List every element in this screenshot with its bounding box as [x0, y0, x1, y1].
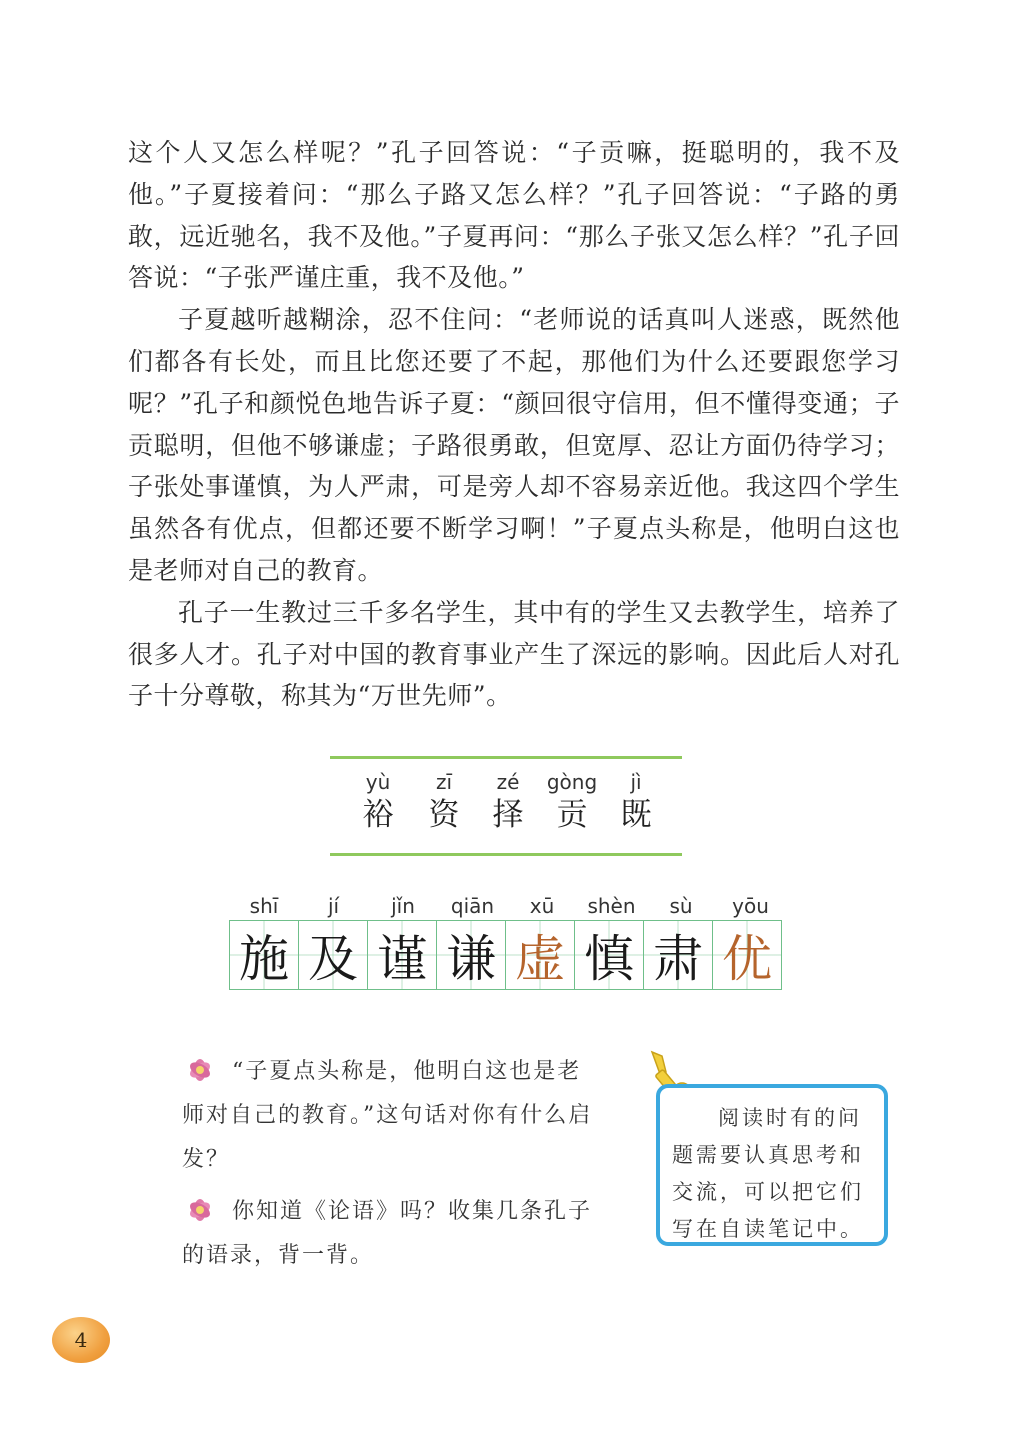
vocab-pinyin: zī — [435, 770, 453, 794]
vocab-item — [478, 770, 538, 836]
writing-pinyin: yōu — [732, 894, 769, 918]
question-2 — [182, 1190, 602, 1278]
writing-pinyin: jǐn — [391, 894, 415, 918]
writing-practice — [229, 890, 789, 988]
paragraph-1: 这个人又怎么样呢？”孔子回答说：“子贡嘛，挺聪明的，我不及他。”子夏接着问：“那么子路又怎么样？”孔子回答说：“子路的勇敢，远近驰名，我不及他。”子夏再问：“那么子张又怎么样？”孔子回答说：“子张严谨庄重，我不及他。” — [128, 138, 900, 293]
page-number: 4 — [74, 1328, 88, 1352]
vocab-item — [348, 770, 408, 836]
writing-char: 慎 — [575, 921, 644, 989]
vocab-bottom-rule — [330, 853, 682, 856]
writing-pinyin: sù — [669, 894, 693, 918]
writing-pinyin: jí — [327, 894, 340, 918]
vocab-char: 贡 — [556, 797, 588, 833]
vocab-recognition-box — [330, 756, 682, 857]
writing-char-highlighted: 虚 — [506, 921, 575, 989]
tianzige-grid — [229, 920, 782, 990]
vocab-char: 既 — [620, 797, 652, 833]
writing-char-highlighted: 优 — [713, 921, 781, 989]
writing-char: 及 — [299, 921, 368, 989]
question-1 — [182, 1050, 602, 1182]
reading-tip-box — [656, 1084, 888, 1246]
writing-char: 谨 — [368, 921, 437, 989]
story-text — [128, 132, 900, 717]
writing-char: 谦 — [437, 921, 506, 989]
vocab-item — [606, 770, 666, 836]
vocab-pinyin: zé — [496, 770, 520, 794]
question-text: “子夏点头称是，他明白这也是老师对自己的教育。”这句话对你有什么启发？ — [182, 1059, 593, 1172]
writing-pinyin: shī — [249, 894, 279, 918]
writing-char: 施 — [230, 921, 299, 989]
paragraph-2: 子夏越听越糊涂，忍不住问：“老师说的话真叫人迷惑，既然他们都各有长处，而且比您还要了不起，那他们为什么还要跟您学习呢？”孔子和颜悦色地告诉子夏：“颜回很守信用，但不懂得变通；子贡聪明，但他不够谦虚；子路很勇敢，但宽厚、忍让方面仍待学习；子张处事谨慎，为人严肃，可是旁人却不容易亲近他。我这四个学生虽然各有优点，但都还要不断学习啊！”子夏点头称是，他明白这也是老师对自己的教育。 — [128, 305, 900, 585]
writing-pinyin: qiān — [450, 894, 495, 918]
vocab-top-rule — [330, 756, 682, 759]
flower-icon — [182, 1056, 218, 1084]
vocab-pinyin: gòng — [546, 770, 598, 794]
writing-pinyin-row — [229, 890, 789, 920]
vocab-item — [414, 770, 474, 836]
vocab-pinyin: jì — [630, 770, 642, 794]
vocab-char: 裕 — [362, 797, 394, 833]
flower-icon — [182, 1196, 218, 1224]
vocab-char: 资 — [428, 797, 460, 833]
writing-char: 肃 — [644, 921, 713, 989]
writing-pinyin: shèn — [587, 894, 636, 918]
question-text: 你知道《论语》吗？收集几条孔子的语录，背一背。 — [182, 1199, 593, 1268]
tip-text: 阅读时有的问题需要认真思考和交流，可以把它们写在自读笔记中。 — [672, 1106, 864, 1241]
vocab-item — [542, 770, 602, 836]
page-number-badge — [52, 1317, 110, 1363]
discussion-questions — [182, 1050, 602, 1278]
paragraph-3: 孔子一生教过三千多名学生，其中有的学生又去教学生，培养了很多人才。孔子对中国的教育事业产生了深远的影响。因此后人对孔子十分尊敬，称其为“万世先师”。 — [128, 597, 900, 711]
vocab-pinyin: yù — [365, 770, 391, 794]
vocab-char: 择 — [492, 797, 524, 833]
writing-pinyin: xū — [529, 894, 555, 918]
